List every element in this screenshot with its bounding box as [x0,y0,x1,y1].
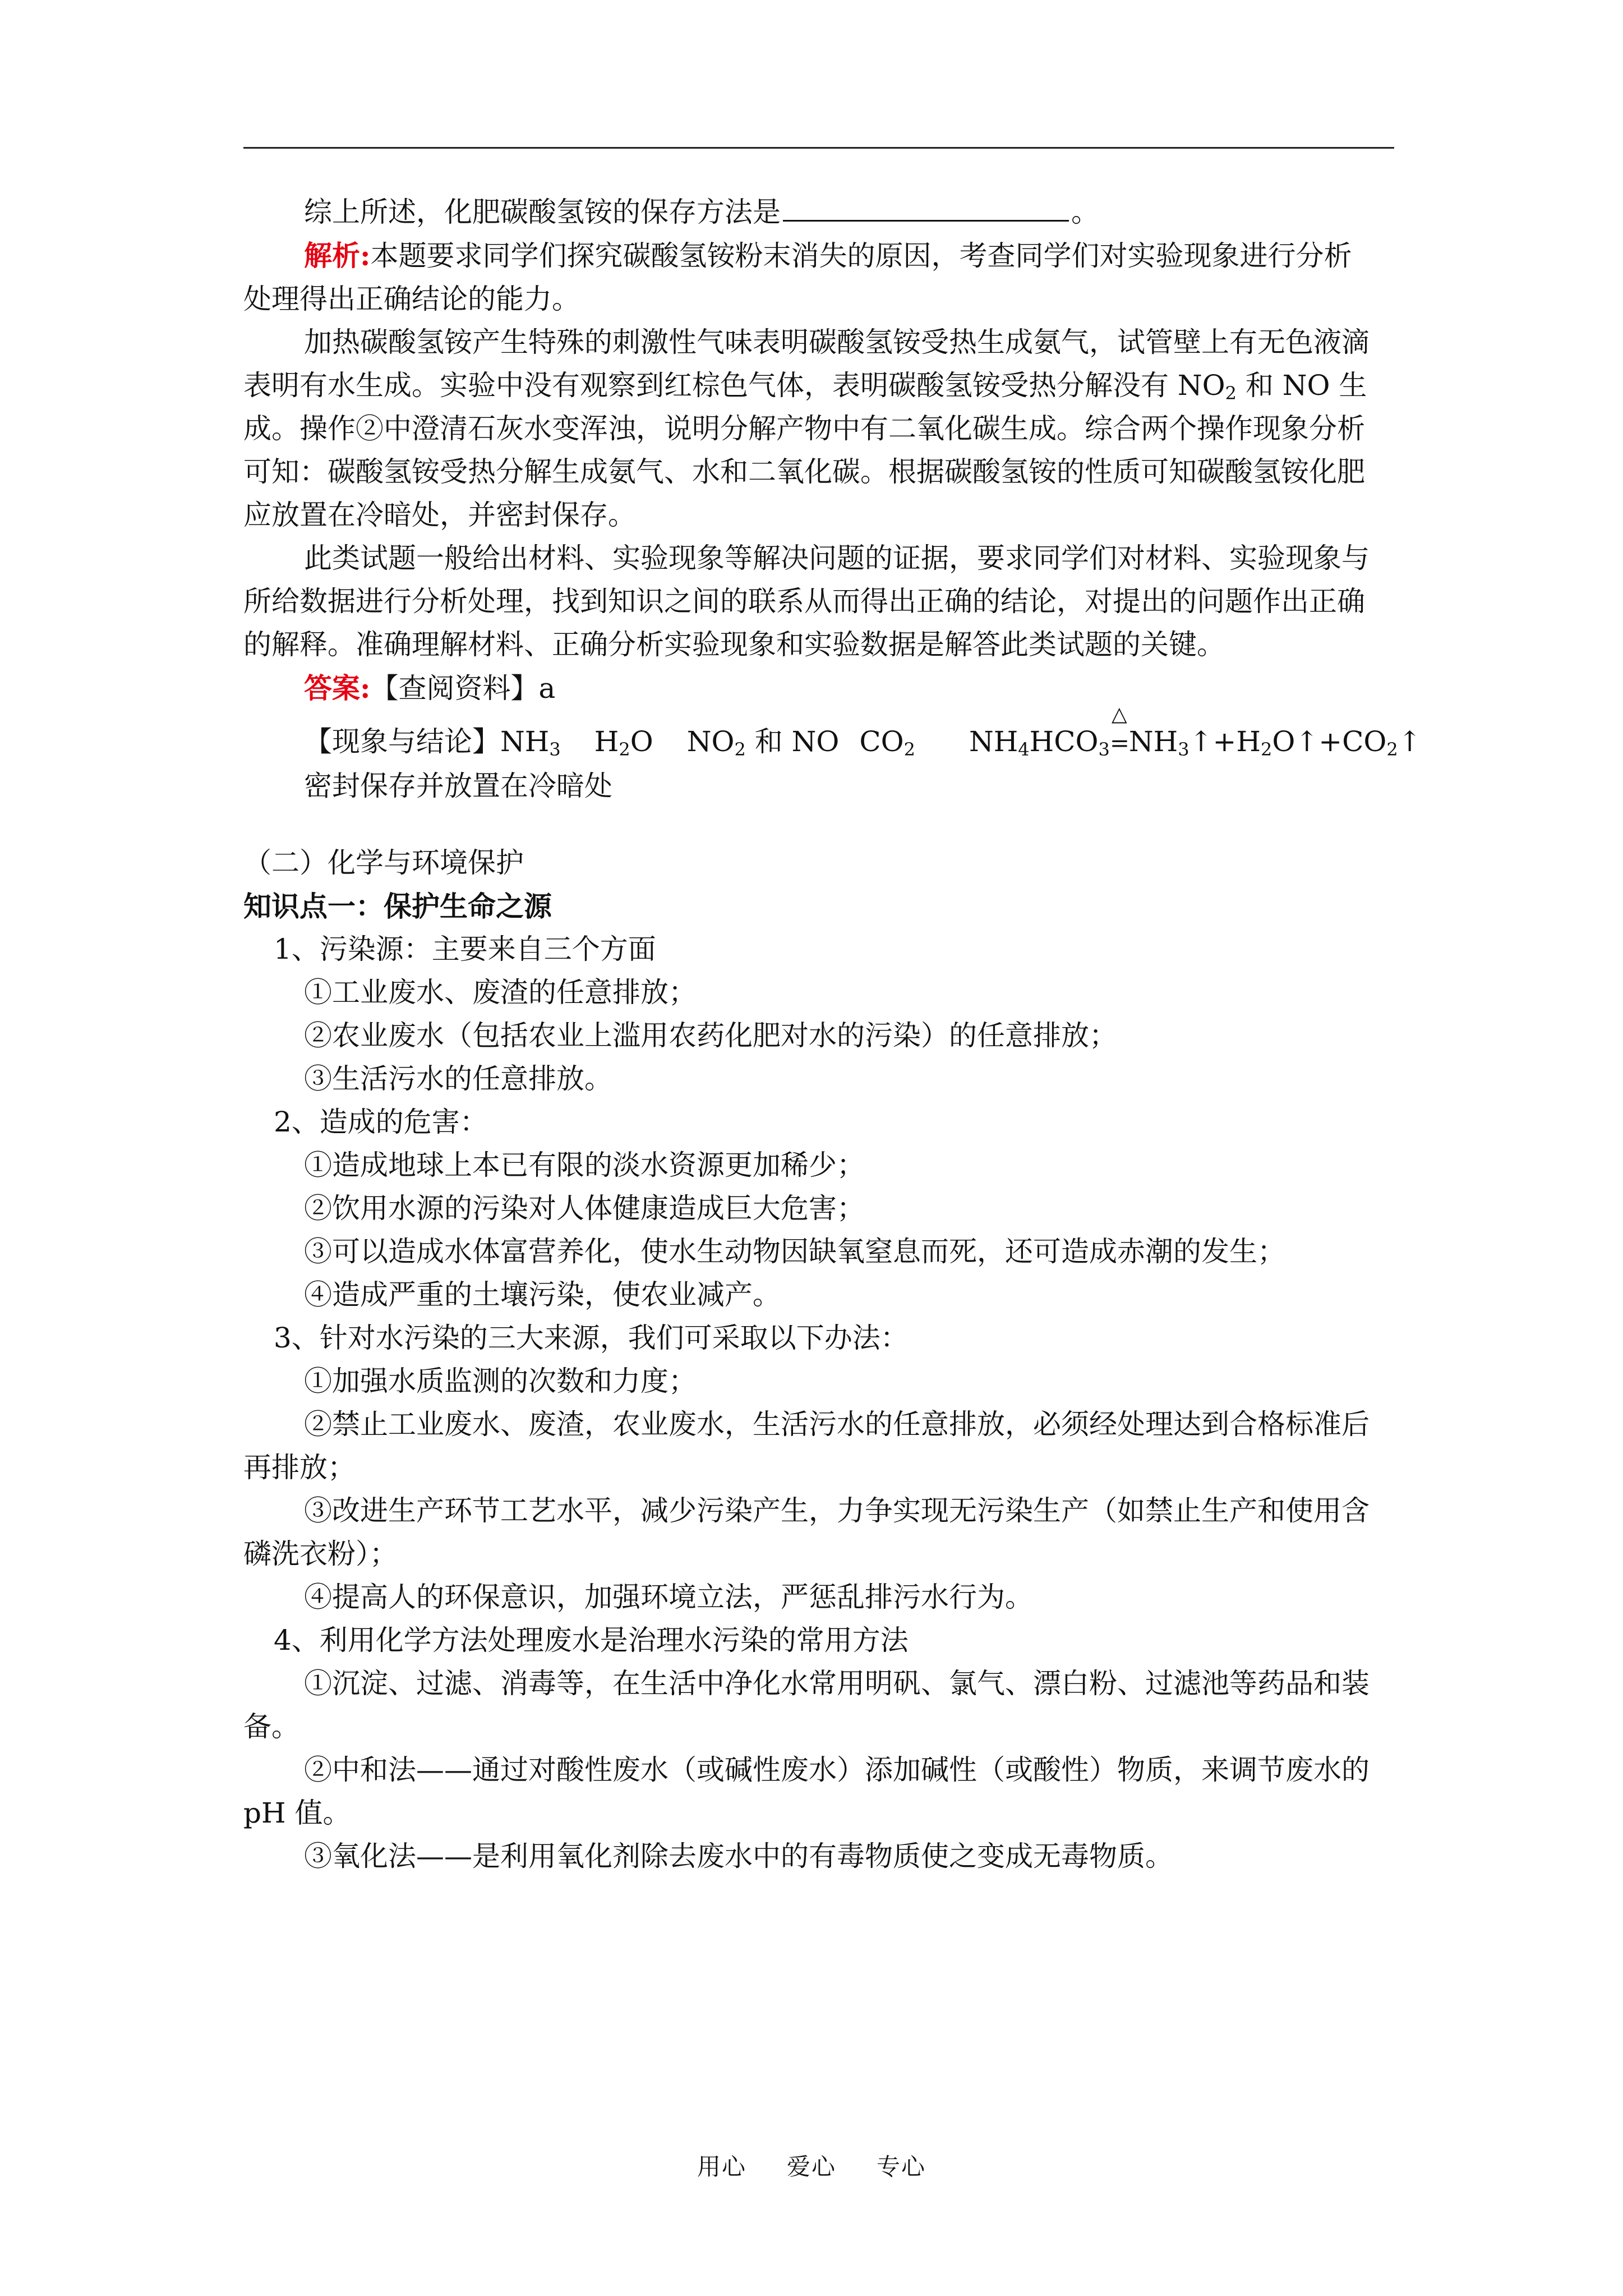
analysis-line-2: 处理得出正确结论的能力。 [243,283,580,315]
equals-sign: = [1109,729,1130,757]
no2-tail: 和 NO [745,725,840,758]
reactant-tail: HCO [1029,725,1099,758]
list-item: ③可以造成水体富营养化，使水生动物因缺氧窒息而死，还可造成赤潮的发生； [304,1235,1285,1268]
list-item: ①沉淀、过滤、消毒等，在生活中净化水常用明矾、氯气、漂白粉、过滤池等药品和装 [304,1667,1370,1700]
para1-line-4: 可知：碳酸氢铵受热分解生成氨气、水和二氧化碳。根据碳酸氢铵的性质可知碳酸氢铵化肥 [243,455,1365,488]
answer-label: 答案: [304,671,371,705]
answer-line [243,666,1394,710]
list-item-continued: pH 值。 [243,1797,351,1829]
para2-line-2: 所给数据进行分析处理，找到知识之间的联系从而得出正确的结论，对提出的问题作出正确 [243,585,1365,618]
nh3: NH [500,725,550,758]
subscript: 2 [1386,739,1398,760]
list-item: ③氧化法——是利用氧化剂除去废水中的有毒物质使之变成无毒物质。 [304,1840,1173,1872]
answer-text: 【查阅资料】a [370,672,556,705]
analysis-line-1 [243,234,1394,278]
no2: NO [686,725,735,758]
list-item: 2、造成的危害： [274,1106,488,1138]
list-item-continued: 备。 [243,1710,299,1743]
para1-line-2-text: 表明有水生成。实验中没有观察到红棕色气体，表明碳酸氢铵受热分解没有 NO [243,369,1225,402]
para2-line-1: 此类试题一般给出材料、实验现象等解决问题的证据，要求同学们对材料、实验现象与 [304,542,1370,574]
para1-line-2-tail: 和 NO 生 [1237,369,1367,402]
para1-line-2 [243,364,1394,407]
product-co2: O↑+CO [1272,725,1387,758]
arrow-up: ↑ [1398,725,1422,758]
equation-label: 【现象与结论】 [304,725,500,758]
header-rule [243,147,1394,149]
list-item: ③生活污水的任意排放。 [304,1062,612,1095]
page-footer [0,2148,1623,2182]
answer-blank [783,192,1069,222]
list-item: ②农业废水（包括农业上滥用农药化肥对水的污染）的任意排放； [304,1019,1117,1052]
para1-line-5: 应放置在冷暗处，并密封保存。 [243,499,636,531]
analysis-text-1: 本题要求同学们探究碳酸氢铵粉末消失的原因，考查同学们对实验现象进行分析 [370,240,1352,272]
subscript: 3 [1178,739,1189,760]
para2-line-3: 的解释。准确理解材料、正确分析实验现象和实验数据是解答此类试题的关键。 [243,628,1225,661]
list-item: ④造成严重的土壤污染，使农业减产。 [304,1278,781,1311]
subscript: 2 [903,739,915,760]
footer-text-2: 爱心 [786,2153,836,2180]
section-heading: （二）化学与环境保护 [243,846,524,879]
footer-text-3: 专心 [877,2153,926,2180]
footer-text-1: 用心 [697,2153,746,2180]
subscript: 4 [1018,739,1030,760]
knowledge-point-1: 知识点一：保护生命之源 [243,890,552,923]
list-item: ①加强水质监测的次数和力度； [304,1365,697,1397]
document-body [243,191,1422,1878]
subscript: 3 [549,739,561,760]
summary-line [243,191,1394,234]
list-item: ②饮用水源的污染对人体健康造成巨大危害； [304,1192,865,1225]
analysis-label: 解析: [304,239,371,272]
subscript: 3 [1098,739,1110,760]
summary-text: 综上所述，化肥碳酸氢铵的保存方法是 [304,196,781,228]
subscript: 2 [1261,739,1272,760]
reactant: NH [969,725,1018,758]
list-item: 1、污染源：主要来自三个方面 [274,933,656,965]
list-item: ③改进生产环节工艺水平，减少污染产生，力争实现无污染生产（如禁止生产和使用含 [304,1494,1370,1527]
list-item: 3、针对水污染的三大来源，我们可采取以下办法： [274,1322,909,1354]
list-item-continued: 磷洗衣粉）； [243,1538,398,1570]
product-h2o: ↑+H [1189,725,1261,758]
storage-line: 密封保存并放置在冷暗处 [304,770,612,802]
list-item: ①工业废水、废渣的任意排放； [304,976,697,1009]
subscript: 2 [1225,383,1237,404]
para1-line-1: 加热碳酸氢铵产生特殊的刺激性气味表明碳酸氢铵受热生成氨气，试管壁上有无色液滴 [304,326,1370,358]
subscript: 2 [734,739,746,760]
subscript: 2 [619,739,630,760]
list-item: 4、利用化学方法处理废水是治理水污染的常用方法 [274,1624,909,1657]
delta-icon: △ [1112,703,1127,726]
h2o-tail: O [630,725,653,758]
list-item: ①造成地球上本已有限的淡水资源更加稀少； [304,1149,865,1181]
list-item-continued: 再排放； [243,1451,356,1484]
product-nh3: NH [1128,725,1178,758]
heat-symbol [1109,703,1130,765]
para1-line-3: 成。操作②中澄清石灰水变浑浊，说明分解产物中有二氧化碳生成。综合两个操作现象分析 [243,412,1365,445]
co2: CO [859,725,904,758]
equation-line [243,703,1422,765]
list-item: ④提高人的环保意识，加强环境立法，严惩乱排污水行为。 [304,1581,1033,1613]
summary-end: 。 [1071,196,1099,228]
list-item: ②禁止工业废水、废渣，农业废水，生活污水的任意排放，必须经处理达到合格标准后 [304,1408,1370,1441]
h2o: H [594,725,619,758]
list-item: ②中和法——通过对酸性废水（或碱性废水）添加碱性（或酸性）物质，来调节废水的 [304,1754,1370,1786]
